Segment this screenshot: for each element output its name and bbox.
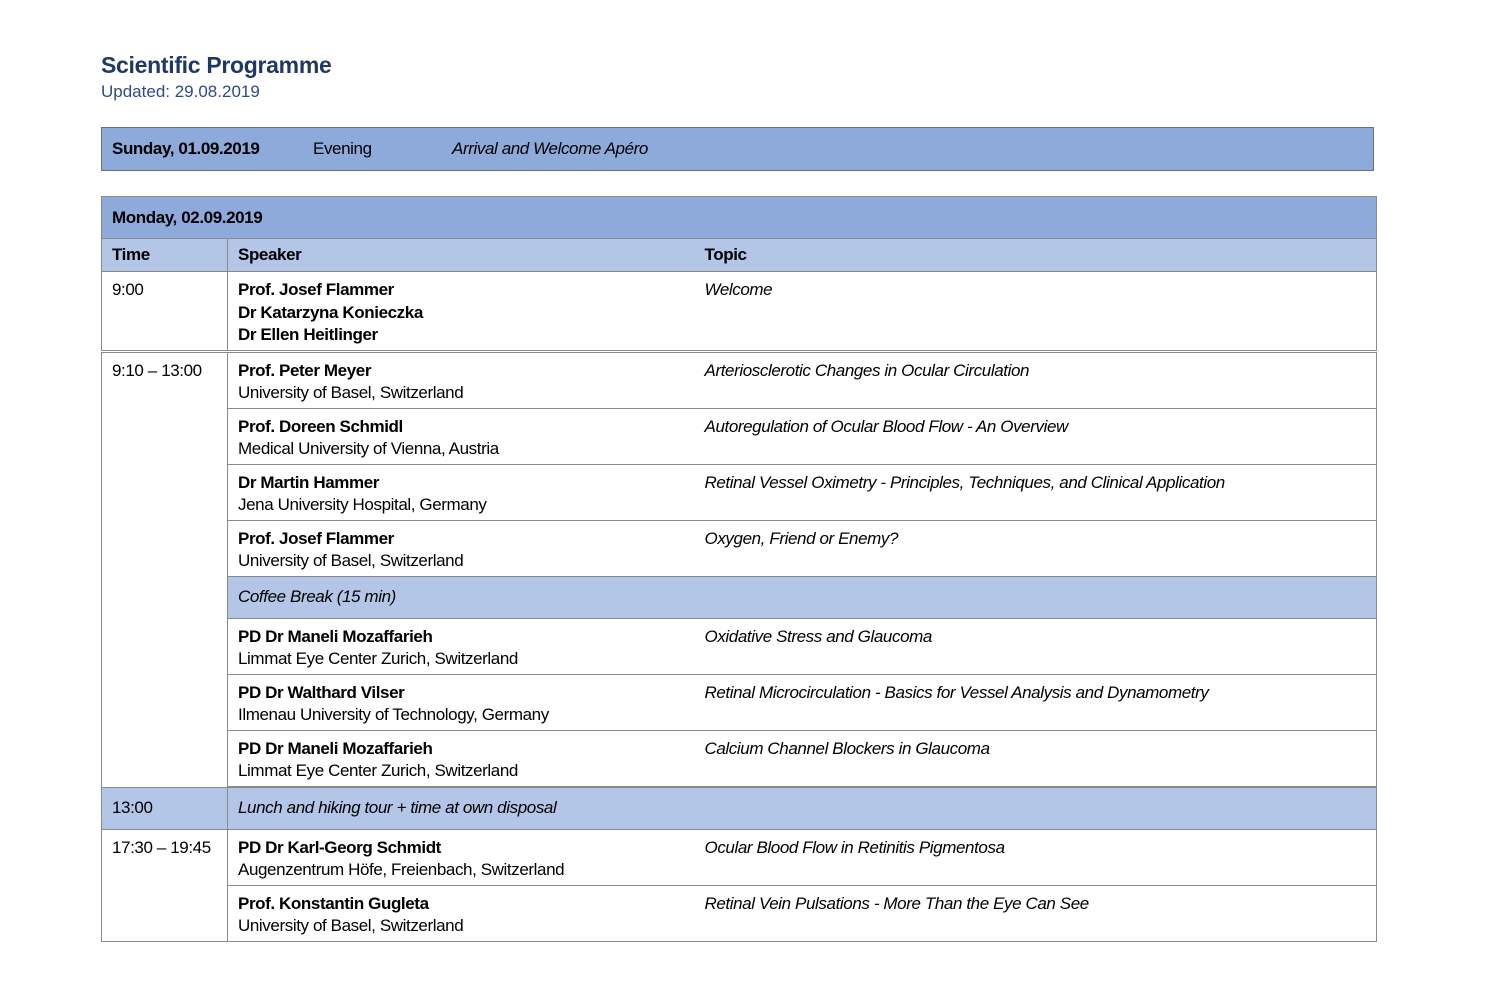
- speaker-affiliation: University of Basel, Switzerland: [238, 551, 464, 570]
- header-topic: Topic: [695, 239, 1377, 272]
- talk-topic: Oxidative Stress and Glaucoma: [695, 618, 1377, 674]
- header-speaker: Speaker: [228, 239, 695, 272]
- speaker-affiliation: Limmat Eye Center Zurich, Switzerland: [238, 761, 518, 780]
- speaker-name: PD Dr Maneli Mozaffarieh: [238, 626, 433, 646]
- lunch-time: 13:00: [102, 787, 228, 829]
- talk-topic: Retinal Vein Pulsations - More Than the Eye Can See: [695, 885, 1377, 941]
- sunday-event: Arrival and Welcome Apéro: [442, 128, 1374, 171]
- talk-speaker: [228, 408, 695, 464]
- speaker-name: Prof. Konstantin Gugleta: [238, 893, 429, 913]
- talk-topic: Arteriosclerotic Changes in Ocular Circulation: [695, 351, 1377, 408]
- talk-speaker: [228, 464, 695, 520]
- speaker-affiliation: Augenzentrum Höfe, Freienbach, Switzerland: [238, 860, 565, 879]
- speaker-name: PD Dr Maneli Mozaffarieh: [238, 738, 433, 758]
- monday-day: Monday, 02.09.2019: [102, 197, 1377, 239]
- welcome-time: 9:00: [102, 272, 228, 352]
- welcome-speakers: [228, 272, 695, 352]
- speaker-affiliation: Ilmenau University of Technology, Germany: [238, 705, 549, 724]
- sunday-day: Sunday, 01.09.2019: [102, 128, 304, 171]
- talk-speaker: [228, 829, 695, 885]
- lunch-text: Lunch and hiking tour + time at own disposal: [228, 787, 1377, 829]
- talk-topic: Retinal Microcirculation - Basics for Vessel Analysis and Dynamometry: [695, 674, 1377, 730]
- speaker-affiliation: University of Basel, Switzerland: [238, 383, 464, 402]
- speaker-name: Prof. Josef Flammer: [238, 528, 394, 548]
- talk-topic: Calcium Channel Blockers in Glaucoma: [695, 730, 1377, 786]
- talk-speaker: [228, 618, 695, 674]
- talk-speaker: [228, 885, 695, 941]
- talk-speaker: [228, 730, 695, 786]
- speaker-name: Dr Martin Hammer: [238, 472, 379, 492]
- evening-time: 17:30 – 19:45: [102, 829, 228, 941]
- speaker-affiliation: Medical University of Vienna, Austria: [238, 439, 499, 458]
- speaker-name: PD Dr Karl-Georg Schmidt: [238, 837, 441, 857]
- speaker-affiliation: University of Basel, Switzerland: [238, 916, 464, 935]
- morning-time: 9:10 – 13:00: [102, 351, 228, 787]
- speaker-name: Dr Katarzyna Konieczka: [238, 302, 423, 322]
- speaker-name: PD Dr Walthard Vilser: [238, 682, 405, 702]
- coffee-break: Coffee Break (15 min): [228, 576, 1377, 618]
- talk-topic: Retinal Vessel Oximetry - Principles, Techniques, and Clinical Application: [695, 464, 1377, 520]
- speaker-name: Prof. Peter Meyer: [238, 360, 372, 380]
- speaker-name: Prof. Josef Flammer: [238, 280, 394, 299]
- talk-topic: Welcome: [695, 272, 1377, 352]
- monday-table: [101, 196, 1377, 942]
- sunday-table: [101, 127, 1374, 171]
- talk-topic: Oxygen, Friend or Enemy?: [695, 520, 1377, 576]
- talk-speaker: [228, 674, 695, 730]
- talk-speaker: [228, 351, 695, 408]
- header-time: Time: [102, 239, 228, 272]
- talk-topic: Ocular Blood Flow in Retinitis Pigmentosa: [695, 829, 1377, 885]
- updated-date: Updated: 29.08.2019: [101, 82, 260, 101]
- sunday-slot: Evening: [303, 128, 442, 171]
- talk-topic: Autoregulation of Ocular Blood Flow - An Overview: [695, 408, 1377, 464]
- speaker-affiliation: Jena University Hospital, Germany: [238, 495, 487, 514]
- speaker-name: Dr Ellen Heitlinger: [238, 325, 378, 344]
- talk-speaker: [228, 520, 695, 576]
- speaker-affiliation: Limmat Eye Center Zurich, Switzerland: [238, 649, 518, 668]
- page-title: Scientific Programme: [101, 52, 332, 78]
- speaker-name: Prof. Doreen Schmidl: [238, 416, 403, 436]
